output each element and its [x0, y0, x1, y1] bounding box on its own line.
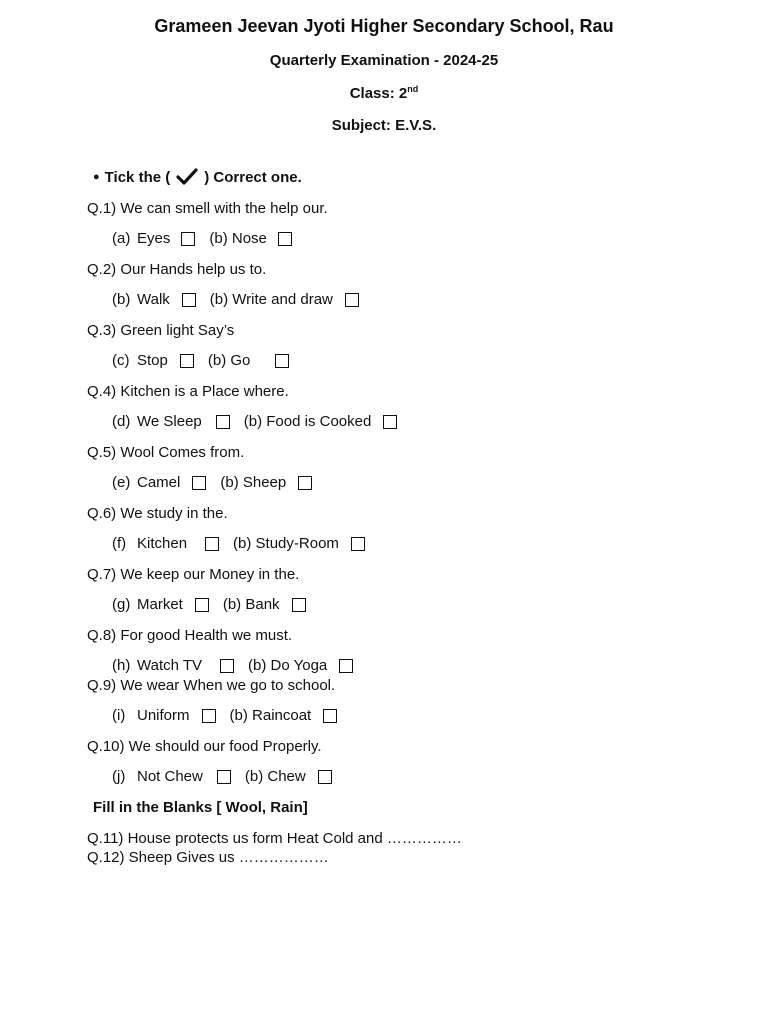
option-b-checkbox[interactable] [292, 598, 306, 612]
option-a-marker: (c) [112, 352, 130, 369]
option-a-marker: (j) [112, 768, 126, 785]
option-a-checkbox[interactable] [205, 537, 219, 551]
option-b-text: (b) Raincoat [229, 707, 312, 724]
option-a-marker: (f) [112, 535, 127, 552]
option-a-marker: (g) [112, 596, 131, 613]
option-b-checkbox[interactable] [383, 415, 397, 429]
options-10 [112, 768, 332, 785]
option-a-checkbox[interactable] [182, 293, 196, 307]
option-b-text: (b) Go [207, 352, 251, 369]
option-a-marker: (i) [112, 707, 126, 724]
option-a-text: Watch TV [137, 657, 203, 674]
option-b-checkbox[interactable] [318, 770, 332, 784]
option-b-text: (b) Nose [209, 230, 267, 247]
school-name: Grameen Jeevan Jyoti Higher Secondary School, Rau [154, 16, 614, 36]
option-b-text: (b) Chew [244, 768, 306, 785]
option-a-checkbox[interactable] [181, 232, 195, 246]
question-2: Q.2) Our Hands help us to. [87, 261, 267, 278]
option-b-checkbox[interactable] [339, 659, 353, 673]
option-b-text: (b) Food is Cooked [243, 413, 372, 430]
question-6: Q.6) We study in the. [87, 505, 228, 522]
options-3 [112, 352, 289, 369]
instruction-line [93, 168, 302, 186]
option-a-checkbox[interactable] [192, 476, 206, 490]
option-a-checkbox[interactable] [195, 598, 209, 612]
options-5 [112, 474, 312, 491]
option-a-text: We Sleep [137, 413, 202, 430]
option-a-checkbox[interactable] [217, 770, 231, 784]
option-b-text: (b) Do Yoga [248, 657, 328, 674]
fill-blanks-heading: Fill in the Blanks [ Wool, Rain] [93, 799, 308, 816]
fill-blank-question-12: Q.12) Sheep Gives us ……………… [87, 849, 329, 866]
class-superscript: nd [407, 84, 419, 94]
options-7 [112, 596, 306, 613]
option-a-marker: (h) [112, 657, 131, 674]
bullet: ● [93, 171, 100, 183]
question-9: Q.9) We wear When we go to school. [87, 677, 336, 694]
question-1: Q.1) We can smell with the help our. [87, 200, 328, 217]
option-a-marker: (e) [112, 474, 131, 491]
option-b-text: (b) Study-Room [233, 535, 339, 552]
option-a-text: Uniform [137, 707, 190, 724]
options-2 [112, 291, 359, 308]
options-8 [112, 657, 353, 674]
option-a-text: Not Chew [137, 768, 203, 785]
options-6 [112, 535, 365, 552]
exam-title: Quarterly Examination - 2024-25 [269, 52, 499, 69]
option-a-checkbox[interactable] [180, 354, 194, 368]
class-text: Class: 2 [349, 85, 408, 102]
question-3: Q.3) Green light Say’s [87, 322, 235, 339]
option-a-text: Camel [137, 474, 181, 491]
option-a-text: Kitchen [137, 535, 188, 552]
option-b-text: (b) Write and draw [209, 291, 333, 308]
class-label [0, 85, 768, 102]
option-b-checkbox[interactable] [345, 293, 359, 307]
option-b-checkbox[interactable] [298, 476, 312, 490]
option-a-checkbox[interactable] [216, 415, 230, 429]
fill-blank-question-11: Q.11) House protects us form Heat Cold and …………… [87, 830, 462, 847]
option-a-checkbox[interactable] [202, 709, 216, 723]
option-a-text: Stop [137, 352, 168, 369]
option-a-marker: (d) [112, 413, 131, 430]
option-a-text: Walk [137, 291, 170, 308]
question-4: Q.4) Kitchen is a Place where. [87, 383, 289, 400]
question-10: Q.10) We should our food Properly. [87, 738, 322, 755]
instruction-text-before: Tick the ( [104, 168, 171, 186]
option-a-marker: (b) [112, 291, 131, 308]
question-5: Q.5) Wool Comes from. [87, 444, 245, 461]
option-a-checkbox[interactable] [220, 659, 234, 673]
option-b-checkbox[interactable] [351, 537, 365, 551]
subject-label: Subject: E.V.S. [331, 117, 437, 134]
options-9 [112, 707, 337, 724]
instruction-text-after: ) Correct one. [204, 168, 302, 186]
options-1 [112, 230, 292, 247]
option-b-text: (b) Sheep [220, 474, 287, 491]
option-b-checkbox[interactable] [275, 354, 289, 368]
checkmark-icon [176, 168, 198, 186]
option-b-checkbox[interactable] [278, 232, 292, 246]
question-8: Q.8) For good Health we must. [87, 627, 293, 644]
option-a-text: Eyes [137, 230, 171, 247]
question-7: Q.7) We keep our Money in the. [87, 566, 300, 583]
option-b-text: (b) Bank [222, 596, 280, 613]
option-a-marker: (a) [112, 230, 131, 247]
option-a-text: Market [137, 596, 183, 613]
options-4 [112, 413, 397, 430]
option-b-checkbox[interactable] [323, 709, 337, 723]
